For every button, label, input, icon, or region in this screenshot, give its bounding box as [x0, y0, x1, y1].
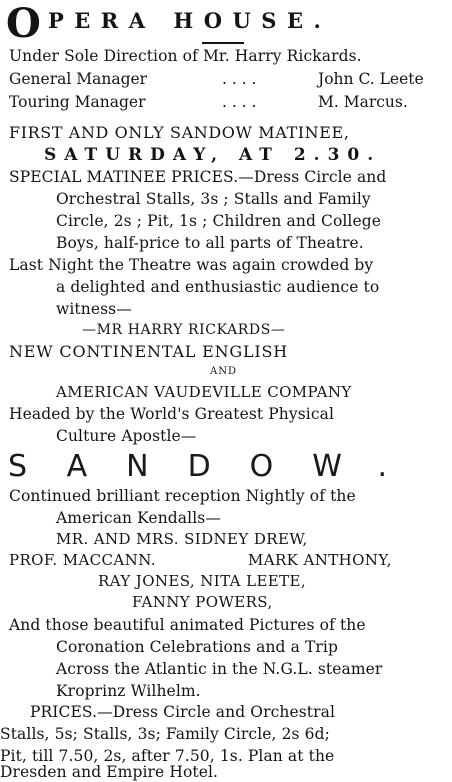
reception-line-2: American Kendalls—	[56, 509, 221, 527]
prices-line-3: Pit, till 7.50, 2s, after 7.50, 1s. Plan at the	[0, 747, 335, 765]
prices-line-1: PRICES.—Dress Circle and Orchestral	[30, 703, 336, 721]
pictures-line-2: Coronation Celebrations and a Trip	[56, 638, 338, 656]
title-initial: O	[6, 0, 41, 47]
special-prices-line-3: Circle, 2s ; Pit, 1s ; Children and College	[56, 212, 382, 230]
presenter-line: —MR HARRY RICKARDS—	[82, 322, 286, 338]
special-prices-line-1: SPECIAL MATINEE PRICES.—Dress Circle and	[9, 168, 387, 186]
performers-line-3: RAY JONES, NITA LEETE,	[98, 572, 307, 590]
last-night-line-2: a delighted and enthusiastic audience to	[56, 278, 380, 296]
title-rule	[202, 42, 244, 44]
performer-maccann: PROF. MACCANN.	[9, 551, 156, 569]
page-title: PERA HOUSE.	[48, 8, 332, 33]
general-manager-dots: . . . .	[222, 70, 257, 88]
performers-line-1: MR. AND MRS. SIDNEY DREW,	[56, 530, 308, 548]
headed-line-2: Culture Apostle—	[56, 427, 197, 445]
special-prices-line-2: Orchestral Stalls, 3s ; Stalls and Family	[56, 190, 371, 208]
company-line-1: NEW CONTINENTAL ENGLISH	[9, 342, 289, 361]
last-night-line-3: witness—	[56, 300, 132, 318]
touring-manager-label: Touring Manager	[9, 93, 146, 111]
company-line-2: AMERICAN VAUDEVILLE COMPANY	[56, 383, 352, 401]
pictures-line-3: Across the Atlantic in the N.G.L. steamer	[56, 660, 383, 678]
touring-manager-dots: . . . .	[222, 93, 257, 111]
performer-mark-anthony: MARK ANTHONY,	[248, 551, 392, 569]
special-prices-line-4: Boys, half-price to all parts of Theatre.	[56, 234, 364, 252]
direction-line: Under Sole Direction of Mr. Harry Rickards.	[9, 47, 362, 65]
matinee-headline: FIRST AND ONLY SANDOW MATINEE,	[9, 123, 350, 142]
reception-line-1: Continued brilliant reception Nightly of the	[9, 487, 356, 505]
performers-line-4: FANNY POWERS,	[132, 593, 273, 611]
matinee-time: SATURDAY, AT 2.30.	[44, 145, 382, 165]
headed-line-1: Headed by the World's Greatest Physical	[9, 405, 335, 423]
touring-manager-name: M. Marcus.	[318, 93, 408, 111]
pictures-line-4: Kroprinz Wilhelm.	[56, 682, 201, 700]
star-name: SANDOW.	[8, 449, 427, 484]
last-night-line-1: Last Night the Theatre was again crowded by	[9, 256, 374, 274]
company-and: AND	[210, 366, 237, 377]
prices-line-4: Dresden and Empire Hotel.	[0, 763, 219, 781]
prices-line-2: Stalls, 5s; Stalls, 3s; Family Circle, 2s 6d;	[0, 725, 330, 743]
pictures-line-1: And those beautiful animated Pictures of the	[9, 616, 366, 634]
general-manager-label: General Manager	[9, 70, 148, 88]
general-manager-name: John C. Leete	[318, 70, 424, 88]
title-row	[0, 2, 452, 46]
